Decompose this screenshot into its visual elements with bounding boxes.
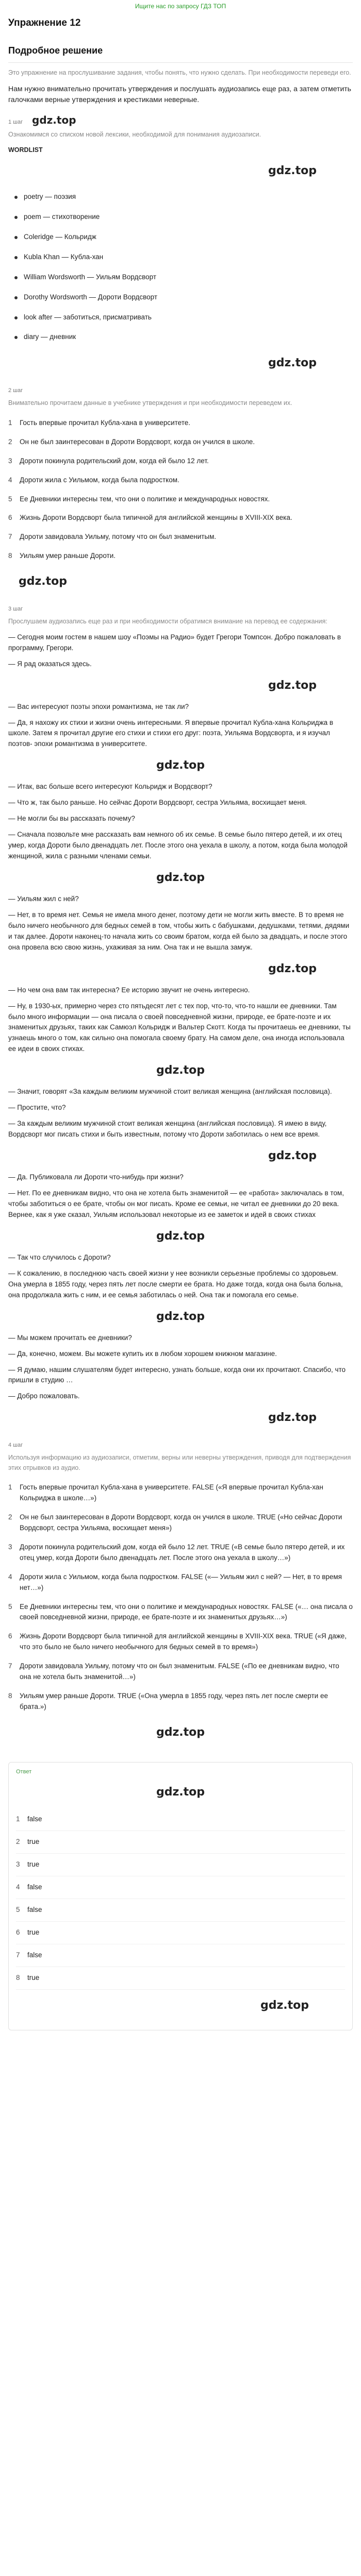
dialog-line: — Мы можем прочитать ее дневники? bbox=[8, 1333, 132, 1342]
dialog-line: — Уильям жил с ней? bbox=[8, 895, 79, 903]
answer-row: 4 false bbox=[16, 1876, 345, 1899]
dialog-line: — Да, я нахожу их стихи и жизни очень интересными. Я впервые прочитал Кубла-хана Кольриджа в школе. Затем я прочитал другие его стихи и стихи его друг: поэта, Уильяма Вордсворта, и я изучал поэтов- эпохи романтизма в университете. bbox=[8, 718, 334, 748]
watermark: gdz.top bbox=[260, 1998, 309, 2012]
list-item: Coleridge — Кольридж bbox=[12, 227, 353, 247]
list-item: 4 Дороти жила с Уильмом, когда была подростком. FALSE («— Уильям жил с ней? — Нет, в то время нет…») bbox=[8, 1572, 342, 1591]
answer-row: 1 false bbox=[16, 1808, 345, 1831]
list-item: 3 Дороти покинула родительский дом, когда ей было 12 лет. bbox=[8, 456, 209, 465]
list-item: poem — стихотворение bbox=[12, 207, 353, 227]
list-item: look after — заботиться, присматривать bbox=[12, 308, 353, 328]
step-2-label: 2 шаг bbox=[8, 387, 23, 394]
list-item: Dorothy Wordsworth — Дороти Вордсворт bbox=[12, 287, 353, 308]
dialog-transcript bbox=[8, 632, 353, 1402]
watermark: gdz.top bbox=[268, 1411, 317, 1425]
watermark: gdz.top bbox=[19, 575, 68, 588]
dialog-line: — Но чем она вам так интересна? Ее историю звучит не очень интересно. bbox=[8, 986, 250, 994]
step-3-desc: Прослушаем аудиозапись еще раз и при необходимости обратимся внимание на перевод ее содержания: bbox=[8, 618, 327, 625]
watermark: gdz.top bbox=[268, 1149, 317, 1163]
list-item: 1 Гость впервые прочитал Кубла-хана в университете. bbox=[8, 418, 191, 427]
list-item: poetry — поэзия bbox=[12, 187, 353, 207]
list-item: 4 Дороти жила с Уильмом, когда была подростком. bbox=[8, 476, 179, 484]
list-item: 8 Уильям умер раньше Дороти. bbox=[8, 552, 116, 560]
watermark: gdz.top bbox=[268, 164, 317, 177]
answer-row: 6 true bbox=[16, 1922, 345, 1944]
step-1-desc: Ознакомимся со списком новой лексики, необходимой для понимания аудиозаписи. bbox=[8, 131, 261, 139]
step-4-label: 4 шаг bbox=[8, 1442, 23, 1449]
dialog-line: — Сегодня моим гостем в нашем шоу «Поэмы на Радио» будет Грегори Томпсон. Добро пожаловать в программу, Грегори. bbox=[8, 633, 341, 652]
answer-label: Ответ bbox=[16, 1769, 32, 1775]
section-title: Подробное решение bbox=[8, 44, 353, 63]
dialog-line: — Вас интересуют поэты эпохи романтизма, не так ли? bbox=[8, 702, 189, 710]
watermark: gdz.top bbox=[156, 871, 205, 884]
dialog-line: — Добро пожаловать. bbox=[8, 1392, 80, 1400]
watermark: gdz.top bbox=[156, 1725, 205, 1739]
step-3-label: 3 шаг bbox=[8, 606, 23, 613]
step-1-label: 1 шаг bbox=[8, 119, 23, 126]
list-item: 7 Дороти завидовала Уильму, потому что он был знаменитым. FALSE («По ее дневникам видно, что она не хотела быть знаменитой…») bbox=[8, 1662, 339, 1681]
answer-row: 2 true bbox=[16, 1831, 345, 1854]
list-item: Kubla Khan — Кубла-хан bbox=[12, 247, 353, 267]
dialog-line: — Так что случилось с Дороти? bbox=[8, 1253, 111, 1261]
answer-row: 5 false bbox=[16, 1899, 345, 1922]
answer-row: 8 true bbox=[16, 1967, 345, 1990]
verdict-list bbox=[8, 1478, 353, 1717]
list-item: 6 Жизнь Дороти Вордсворт была типичной для английской женщины в XVIII-XIX века. TRUE («Я даже, что это было не было ничего необычного для бедных семей в то время») bbox=[8, 1632, 347, 1651]
dialog-line: — Да, конечно, можем. Вы можете купить их в любом хорошем книжном магазине. bbox=[8, 1349, 277, 1358]
watermark: gdz.top bbox=[268, 357, 317, 370]
intro-text: Нам нужно внимательно прочитать утверждения и послушать аудиозапись еще раз, а затем отметить галочками верные утверждения и крестиками неверные. bbox=[8, 84, 351, 104]
watermark: gdz.top bbox=[156, 1786, 205, 1799]
answer-row: 3 true bbox=[16, 1854, 345, 1876]
watermark: gdz.top bbox=[268, 962, 317, 975]
list-item: diary — дневник bbox=[12, 327, 353, 347]
list-item: 1 Гость впервые прочитал Кубла-хана в университете. FALSE («Я впервые прочитал Кубла-хан Кольриджа в школе…») bbox=[8, 1483, 323, 1502]
list-item: 5 Ее Дневники интересны тем, что они о политике и международных новостях. bbox=[8, 495, 270, 503]
dialog-line: — Не могли бы вы рассказать почему? bbox=[8, 815, 135, 823]
top-banner[interactable]: Ищите нас по запросу ГДЗ ТОП bbox=[135, 3, 226, 10]
step-2-desc: Внимательно прочитаем данные в учебнике утверждения и при необходимости переведем их. bbox=[8, 399, 292, 407]
dialog-line: — Значит, говорят «За каждым великим мужчиной стоит великая женщина (английская пословица). bbox=[8, 1088, 332, 1096]
solution-body bbox=[0, 68, 361, 1741]
list-item: 6 Жизнь Дороти Вордсворт была типичной для английской женщины в XVIII-XIX века. bbox=[8, 514, 292, 522]
list-item: 8 Уильям умер раньше Дороти. TRUE («Она умерла в 1855 году, через пять лет после смерти ее брата.») bbox=[8, 1692, 328, 1711]
answer-box bbox=[8, 1762, 353, 2030]
wordlist-heading: WORDLIST bbox=[8, 146, 43, 154]
watermark: gdz.top bbox=[156, 1229, 205, 1243]
list-item: 5 Ее Дневники интересны тем, что они о политике и международных новостях. FALSE («… она писала о своей повседневной жизни, природе, ее брате-поэте и их знаменитых друзьях…») bbox=[8, 1602, 353, 1621]
dialog-line: — Ну, в 1930-ых, примерно через сто пятьдесят лет с тех пор, что-то, что-то нашли ее дневники. Там было много информации — она писала о своей повседневной жизни, природе, ее брате-поэте и их знаменитых друзьях, таких как Самюэл Кольридж и Вальтер Скотт. Когда ты прочитаешь ее дневники, ты узнаешь много о том, как сильно она помогала своему брату. На самом деле, она иногда использовала ее идеи в своих стихах. bbox=[8, 1002, 351, 1053]
watermark: gdz.top bbox=[156, 759, 205, 772]
watermark: gdz.top bbox=[156, 1310, 205, 1323]
watermark: gdz.top bbox=[156, 1064, 205, 1077]
list-item: William Wordsworth — Уильям Вордсворт bbox=[12, 267, 353, 287]
dialog-line: — Сначала позвольте мне рассказать вам немного об их семье. В семье было пятеро детей, и их отец умер, когда Дороти было двенадцать лет. После этого она уехала в школу, а потом, когда была молодой женщиной, жила с разными членами семьи. bbox=[8, 831, 348, 860]
dialog-line: — За каждым великим мужчиной стоит великая женщина (английская пословица). Я имею в виду, Вордсворт мог писать стихи и быть известным, потому что Дороти заботилась о нем все время. bbox=[8, 1120, 327, 1139]
dialog-line: — Я думаю, нашим слушателям будет интересно, узнать больше, когда они их прочитают. Спасибо, что пришли в студию … bbox=[8, 1365, 346, 1384]
answer-row: 7 false bbox=[16, 1944, 345, 1967]
dialog-line: — Что ж, так было раньше. Но сейчас Дороти Вордсворт, сестра Уильяма, восхищает меня. bbox=[8, 799, 307, 807]
dialog-line: — Я рад оказаться здесь. bbox=[8, 659, 92, 668]
list-item: 7 Дороти завидовала Уильму, потому что он был знаменитым. bbox=[8, 533, 217, 541]
dialog-line: — Да. Публиковала ли Дороти что-нибудь при жизни? bbox=[8, 1173, 184, 1181]
page-title: Упражнение 12 bbox=[8, 18, 81, 28]
dialog-line: — Нет, в то время нет. Семья не имела много денег, поэтому дети не могли жить вместе. В то время не было ничего необычного для бедных семей в том, чтобы жить с бабушками, дедушками, тетями, дядями и так далее. Дороти наконец-то начала жить со своим братом, когда ей было за двадцать, и после этого она провела всю свою жизнь, ухаживая за ним. Она так и не вышла замуж. bbox=[8, 910, 350, 951]
watermark: gdz.top bbox=[268, 679, 317, 692]
statement-list bbox=[8, 414, 353, 566]
dialog-line: — Нет. По ее дневникам видно, что она не хотела быть знаменитой — ее «работа» заключалась в том, чтобы заботиться о ее брате, чтобы он мог писать. Кроме ее семьи, не читал ее дневники до 20 века. Вернее, как я уже сказал, Уильям использовал некоторые из ее заметок и идей в своих стихах bbox=[8, 1189, 344, 1218]
wordlist bbox=[8, 187, 353, 347]
dialog-line: — Итак, вас больше всего интересуют Кольридж и Вордсворт? bbox=[8, 783, 212, 791]
list-item: 2 Он не был заинтересован в Дороти Вордсворт, когда он учился в школе. bbox=[8, 437, 255, 446]
list-item: 3 Дороти покинула родительский дом, когда ей было 12 лет. TRUE («В семье было пятеро детей, и их отец умер, когда Дороти было двенадцать лет. После этого она уехала в школу…») bbox=[8, 1543, 345, 1562]
intro-note: Это упражнение на прослушивание задания, чтобы понять, что нужно сделать. При необходимости переведи его. bbox=[8, 69, 351, 77]
step-4-desc: Используя информацию из аудиозаписи, отметим, верны или неверны утверждения, приводя для подтверждения этих отрывков из аудио. bbox=[8, 1454, 351, 1471]
dialog-line: — Простите, что? bbox=[8, 1104, 66, 1112]
watermark: gdz.top bbox=[32, 114, 76, 127]
dialog-line: — К сожалению, в последнюю часть своей жизни у нее возникли серьезные проблемы со здоровьем. Она умерла в 1855 году, через пять лет после смерти ее брата. Но даже тогда, когда она была больна, она продолжала жить с ним, и ее семья заботилась о ней. Она так и помогала его семье. bbox=[8, 1269, 343, 1299]
list-item: 2 Он не был заинтересован в Дороти Вордсворт, когда он учился в школе. TRUE («Но сейчас Дороти Вордсворт, сестра Уильяма, восхищает меня») bbox=[8, 1513, 342, 1532]
